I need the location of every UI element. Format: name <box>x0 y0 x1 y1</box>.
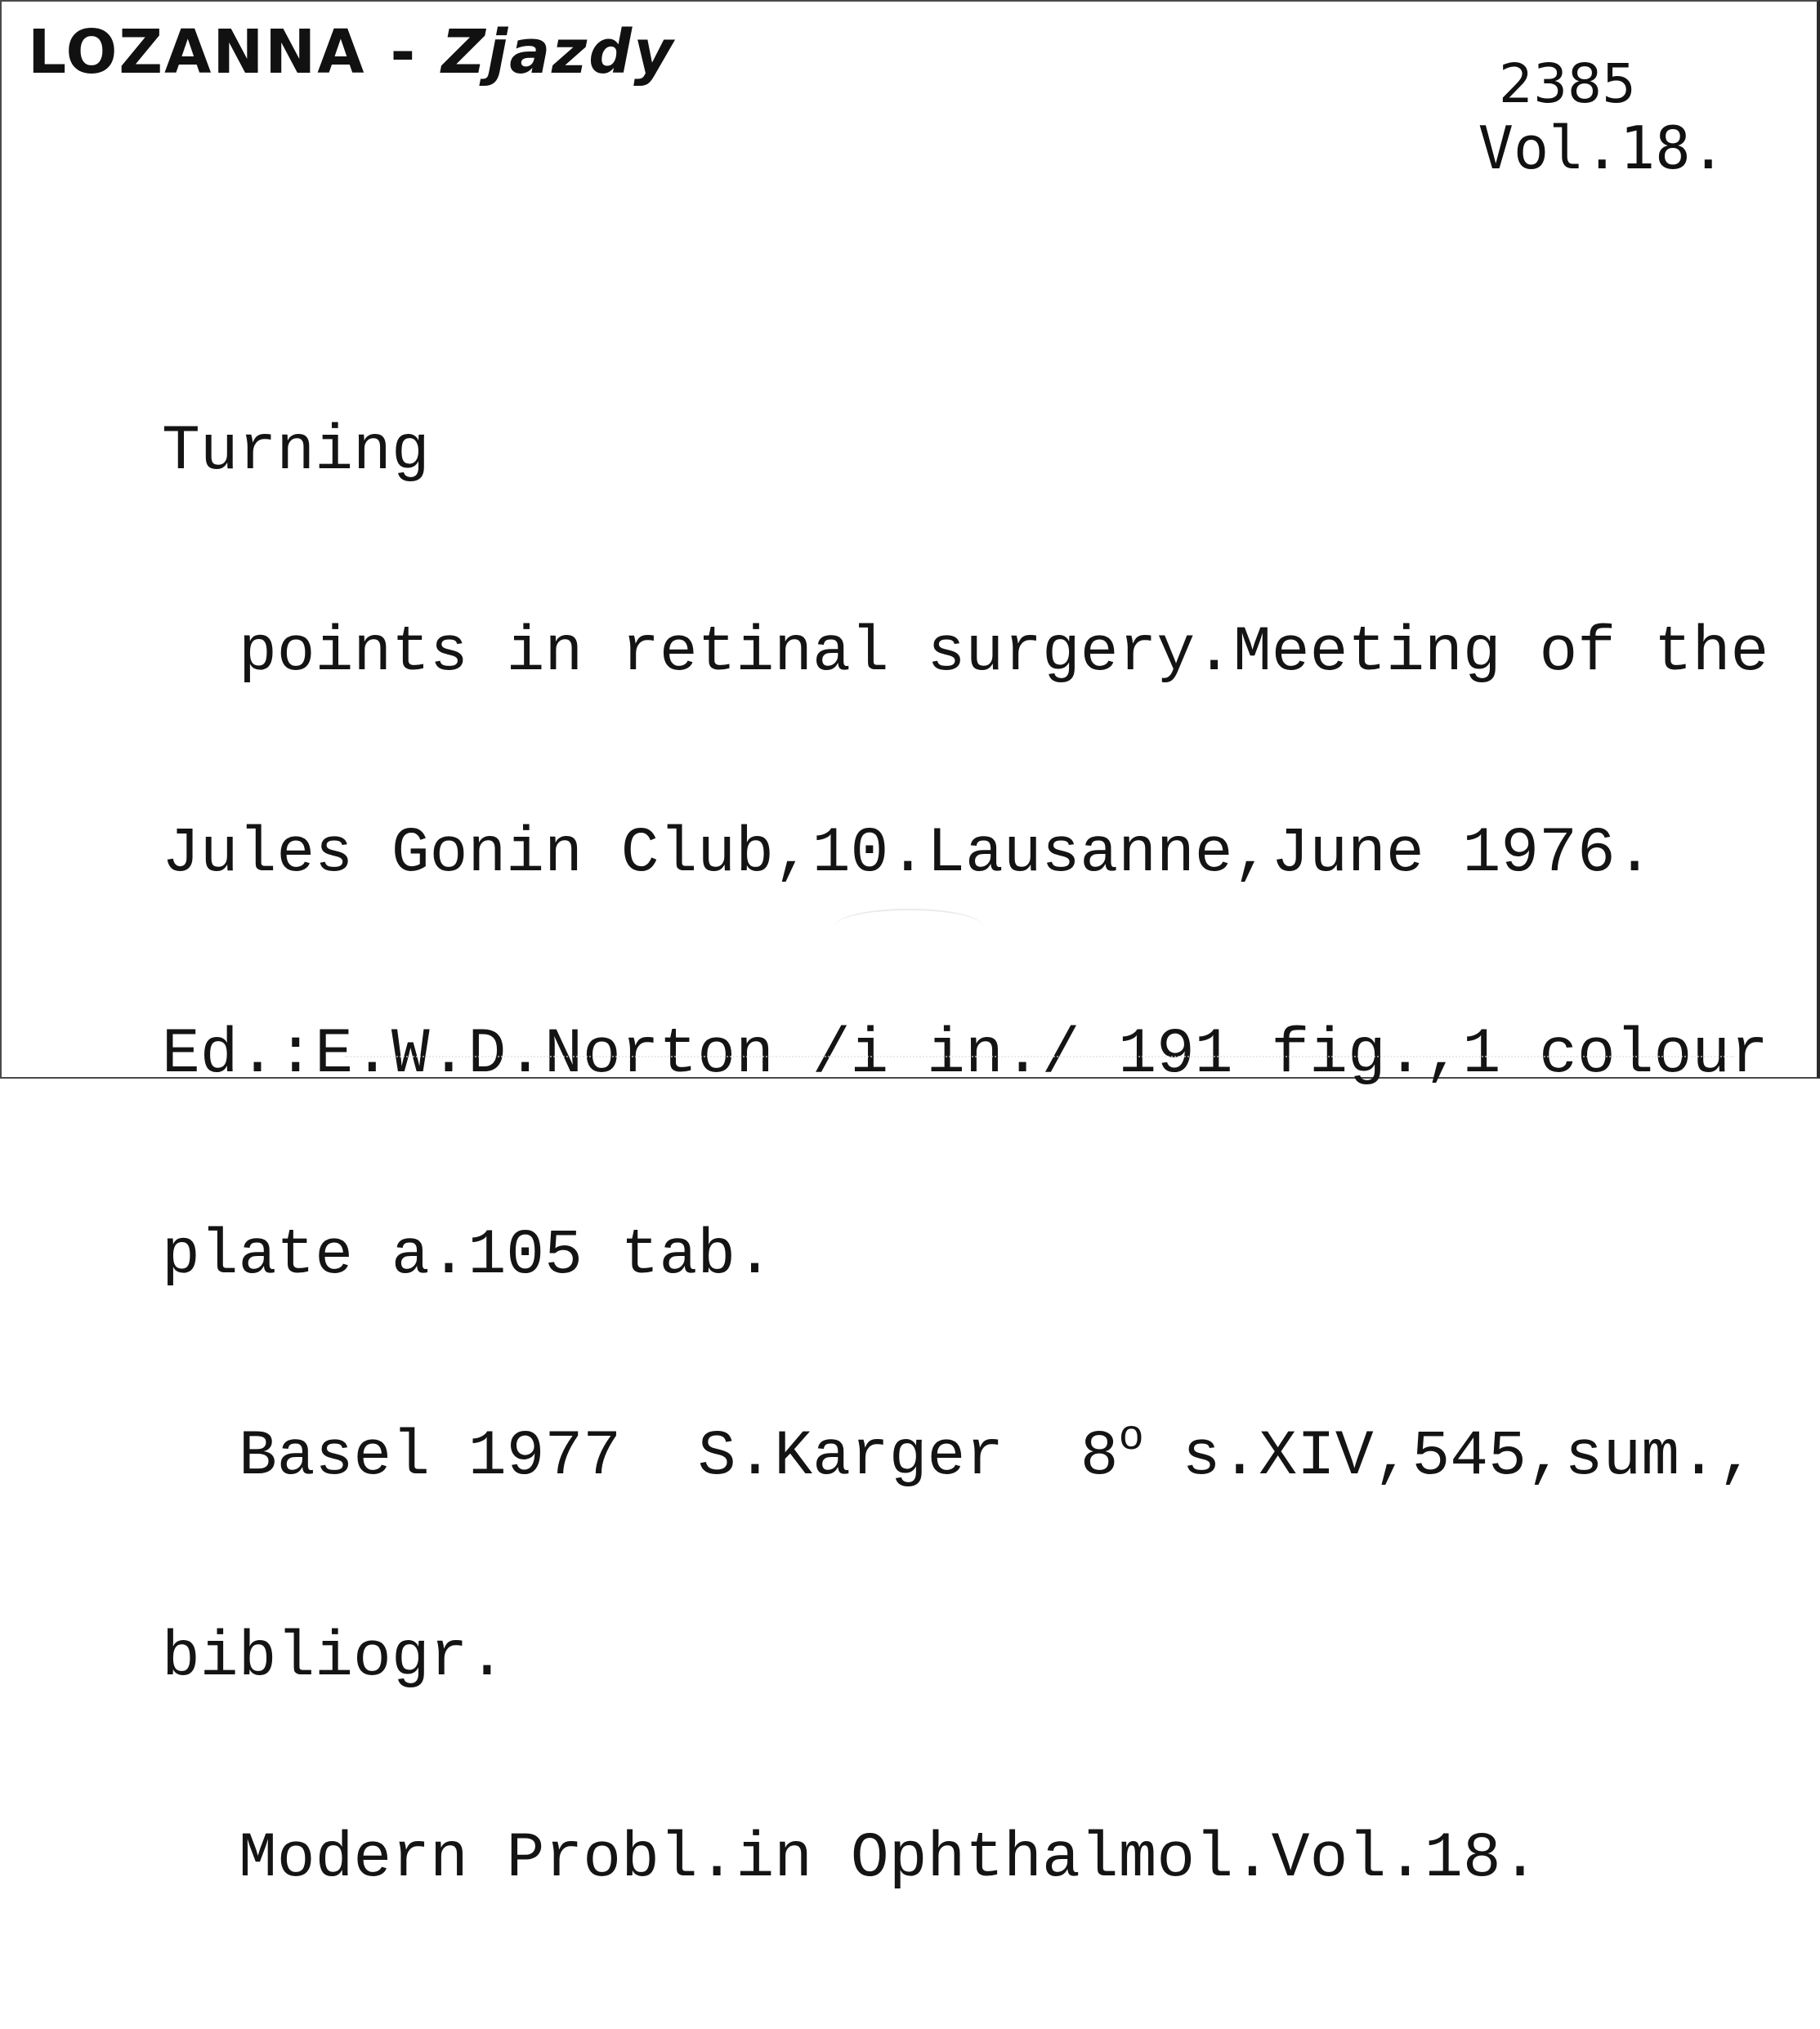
entry-line: Jules Gonin Club,10.Lausanne,June 1976. <box>162 818 1654 890</box>
entry-line: bibliogr. <box>162 1622 507 1694</box>
paper-smudge <box>835 909 982 943</box>
subject-heading: LOZANNA <box>28 17 366 87</box>
bibliographic-entry <box>162 284 1813 2027</box>
call-number: 2385 <box>1499 52 1636 115</box>
category-label: Zjazdy <box>441 17 675 87</box>
show-through-bleed <box>345 1056 1734 1066</box>
format-degree-mark: o <box>1118 1414 1144 1462</box>
shelfmark <box>1464 52 1726 180</box>
entry-line: plate a.105 tab. <box>162 1220 774 1292</box>
imprint-text: Basel 1977 S.Karger 8 <box>239 1421 1119 1493</box>
entry-line: Turning <box>162 416 430 488</box>
heading-separator: - <box>390 17 418 87</box>
imprint-line <box>162 1414 1813 1493</box>
card-heading <box>28 16 674 89</box>
series-line: Modern Probl.in Ophthalmol.Vol.18. <box>239 1823 1540 1895</box>
entry-line: Ed.:E.W.D.Norton /i in./ 191 fig.,1 colour <box>162 1019 1769 1091</box>
entry-line: points in retinal surgery.Meeting of the <box>239 617 1769 689</box>
volume-label: Vol.18. <box>1478 114 1726 182</box>
collation-text: s.XIV,545,sum., <box>1143 1421 1756 1493</box>
